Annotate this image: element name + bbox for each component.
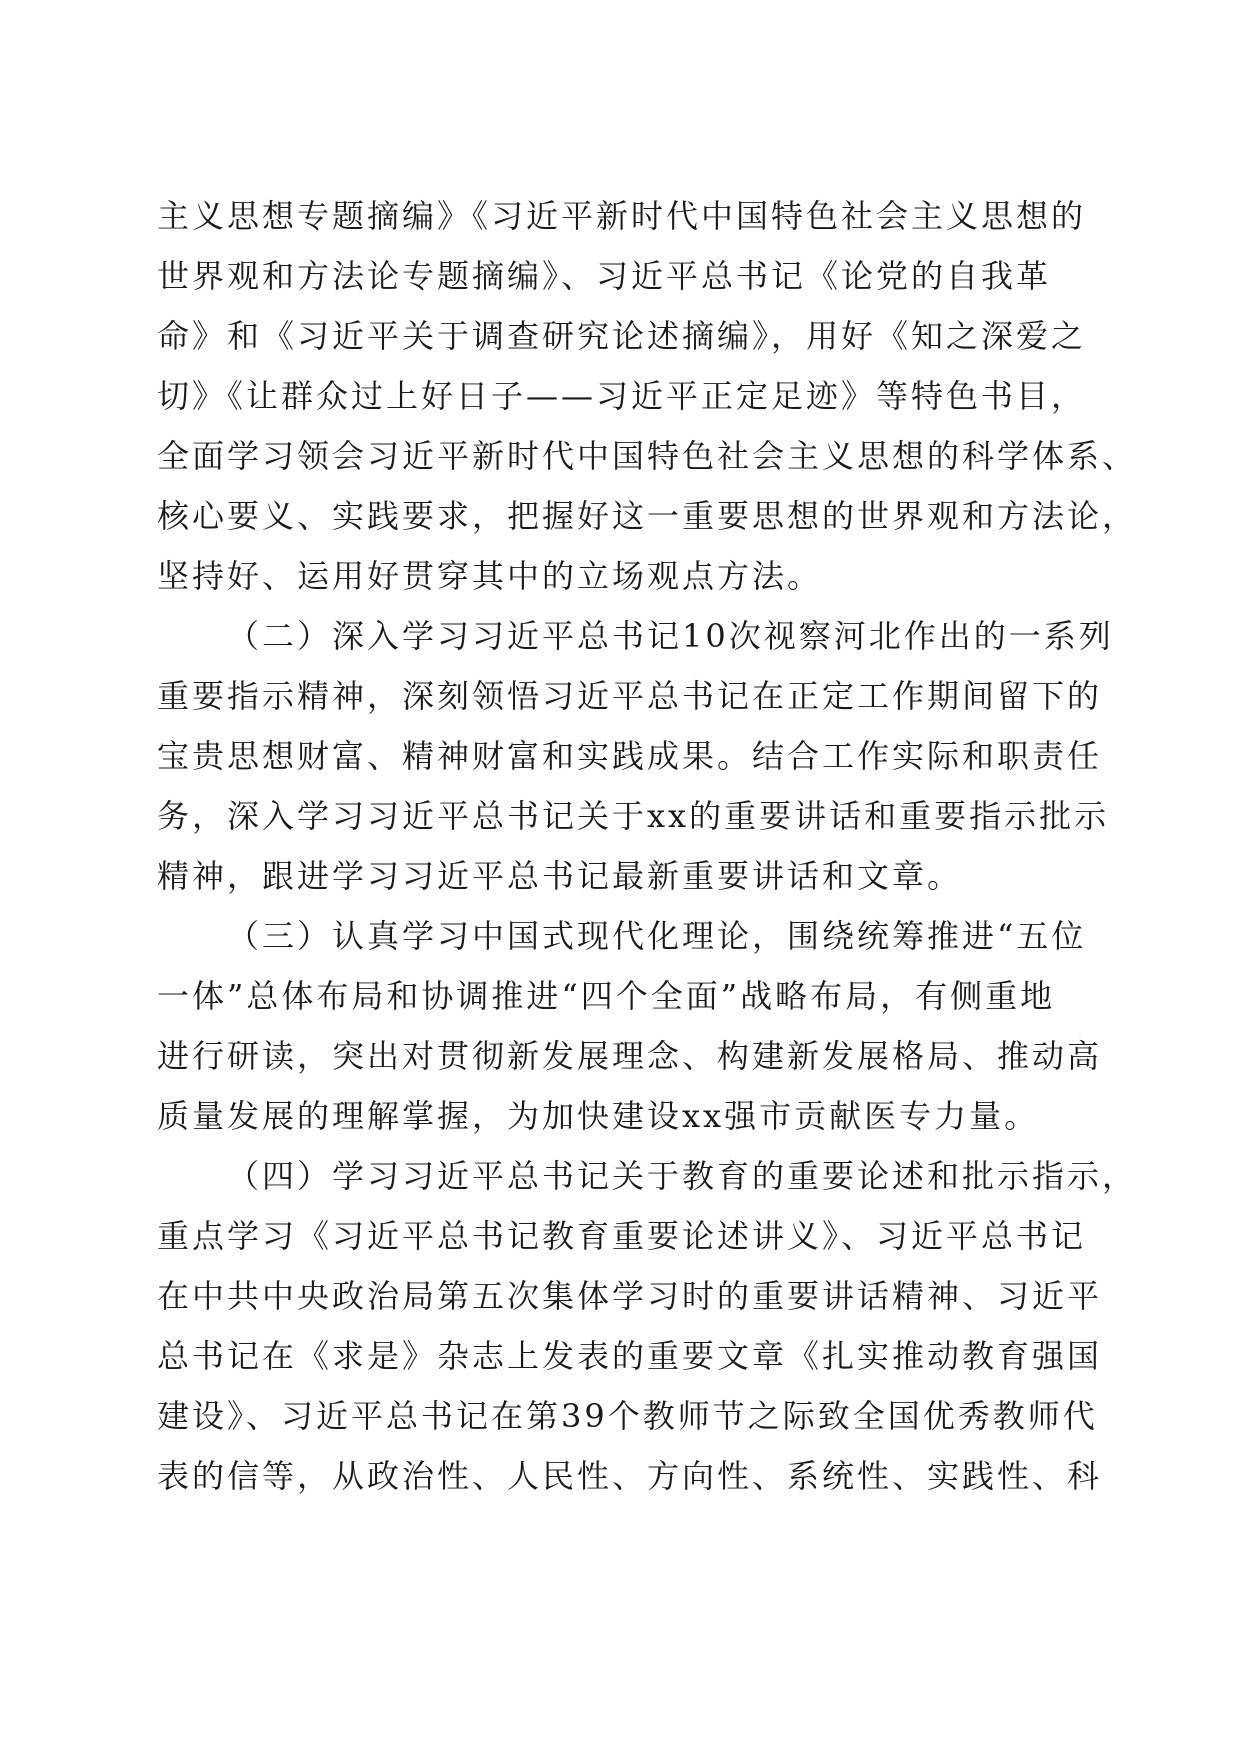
text-line: 核心要义、实践要求，把握好这一重要思想的世界观和方法论，: [157, 497, 1138, 535]
text-line: 命》和《习近平关于调查研究论述摘编》，用好《知之深爱之: [157, 317, 1087, 355]
text-line: 重点学习《习近平总书记教育重要论述讲义》、习近平总书记: [157, 1217, 1087, 1255]
text-line: 重要指示精神，深刻领悟习近平总书记在正定工作期间留下的: [157, 677, 1103, 715]
text-line: 精神，跟进学习习近平总书记最新重要讲话和文章。: [157, 857, 963, 895]
text-line: 主义思想专题摘编》《习近平新时代中国特色社会主义思想的: [157, 197, 1087, 235]
text-line: 全面学习领会习近平新时代中国特色社会主义思想的科学体系、: [157, 437, 1138, 475]
text-line: 质量发展的理解掌握，为加快建设xx强市贡献医专力量。: [157, 1097, 1040, 1135]
text-line: 在中共中央政治局第五次集体学习时的重要讲话精神、习近平: [157, 1277, 1103, 1315]
text-line: 切》《让群众过上好日子——习近平正定足迹》等特色书目，: [157, 377, 1087, 415]
text-line: 建设》、习近平总书记在第39个教师节之际致全国优秀教师代: [157, 1397, 1098, 1435]
text-line: 世界观和方法论专题摘编》、习近平总书记《论党的自我革: [157, 257, 1052, 295]
text-line: 坚持好、运用好贯穿其中的立场观点方法。: [157, 557, 823, 595]
paragraph-first-line: （四）学习习近平总书记关于教育的重要论述和批示指示，: [227, 1157, 1138, 1195]
document-body: [157, 186, 1138, 1506]
paragraph-first-line: （三）认真学习中国式现代化理论，围绕统筹推进“五位: [227, 917, 1087, 955]
text-line: 表的信等，从政治性、人民性、方向性、系统性、实践性、科: [157, 1457, 1103, 1495]
text-line: 进行研读，突出对贯彻新发展理念、构建新发展格局、推动高: [157, 1037, 1103, 1075]
text-line: 宝贵思想财富、精神财富和实践成果。结合工作实际和职责任: [157, 737, 1103, 775]
paragraph-first-line: （二）深入学习习近平总书记10次视察河北作出的一系列: [227, 617, 1114, 655]
text-line: 一体”总体布局和协调推进“四个全面”战略布局，有侧重地: [157, 977, 1056, 1015]
text-line: 务，深入学习习近平总书记关于xx的重要讲话和重要指示批示: [157, 797, 1110, 835]
text-line: 总书记在《求是》杂志上发表的重要文章《扎实推动教育强国: [157, 1337, 1103, 1375]
